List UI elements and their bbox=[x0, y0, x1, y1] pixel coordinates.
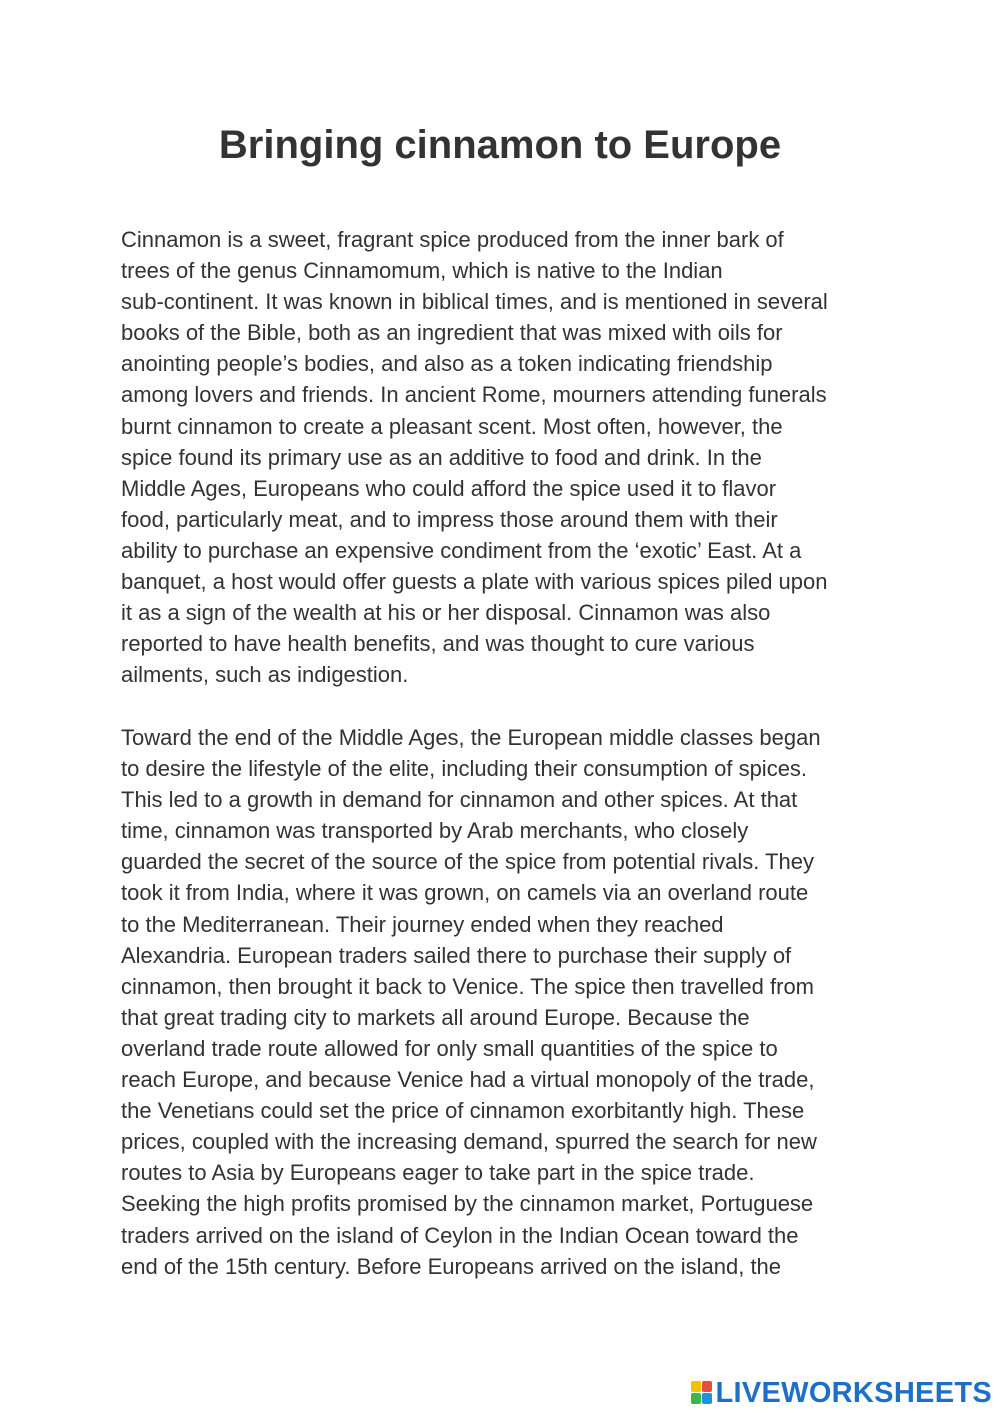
paragraph-line: trees of the genus Cinnamomum, which is native to the Indian bbox=[121, 258, 723, 284]
paragraph-line: routes to Asia by Europeans eager to take part in the spice trade. bbox=[121, 1160, 755, 1186]
paragraph-line: burnt cinnamon to create a pleasant scent. Most often, however, the bbox=[121, 413, 783, 439]
paragraph-line: Cinnamon is a sweet, fragrant spice produced from the inner bark of bbox=[121, 227, 784, 252]
paragraph-line: among lovers and friends. In ancient Rome, mourners attending funerals bbox=[121, 382, 827, 408]
paragraph-line: ability to purchase an expensive condiment from the ‘exotic’ East. At a bbox=[121, 537, 802, 563]
paragraph-line: end of the 15th century. Before Europeans arrived on the island, the bbox=[121, 1253, 782, 1279]
paragraph-line: prices, coupled with the increasing demand, spurred the search for new bbox=[121, 1129, 817, 1155]
paragraph-line: to desire the lifestyle of the elite, including their consumption of spices. bbox=[121, 756, 808, 782]
paragraph-line: Middle Ages, Europeans who could afford the spice used it to flavor bbox=[121, 475, 777, 501]
liveworksheets-logo bbox=[691, 1376, 993, 1410]
paragraph-line: ailments, such as indigestion. bbox=[121, 662, 409, 688]
paragraph-line: to the Mediterranean. Their journey ended when they reached bbox=[121, 911, 724, 937]
paragraph-line: it as a sign of the wealth at his or her disposal. Cinnamon was also bbox=[121, 600, 771, 626]
paragraph-line: overland trade route allowed for only small quantities of the spice to bbox=[121, 1035, 778, 1061]
paragraph-line: Seeking the high profits promised by the cinnamon market, Portuguese bbox=[121, 1191, 814, 1217]
paragraph bbox=[121, 224, 881, 690]
liveworksheets-logo-icon bbox=[691, 1381, 713, 1405]
paragraph-line: sub-continent. It was known in biblical times, and is mentioned in several bbox=[121, 289, 828, 315]
paragraph-line: spice found its primary use as an additive to food and drink. In the bbox=[121, 444, 762, 470]
paragraph-line: time, cinnamon was transported by Arab merchants, who closely bbox=[121, 818, 749, 844]
paragraph-line: Toward the end of the Middle Ages, the European middle classes began bbox=[121, 725, 821, 750]
paragraph-line: the Venetians could set the price of cinnamon exorbitantly high. These bbox=[121, 1098, 805, 1124]
logo-wordmark: LIVEWORKSHEETS bbox=[715, 1377, 992, 1409]
document-title: Bringing cinnamon to Europe bbox=[218, 123, 782, 167]
paragraph bbox=[121, 722, 881, 1282]
paragraph-line: traders arrived on the island of Ceylon in the Indian Ocean toward the bbox=[121, 1222, 799, 1248]
paragraph-line: anointing people’s bodies, and also as a token indicating friendship bbox=[121, 351, 773, 377]
paragraph-line: cinnamon, then brought it back to Venice. The spice then travelled from bbox=[121, 973, 814, 999]
paragraph-line: reported to have health benefits, and was thought to cure various bbox=[121, 631, 755, 657]
paragraph-line: banquet, a host would offer guests a plate with various spices piled upon bbox=[121, 569, 828, 595]
paragraph-line: guarded the secret of the source of the spice from potential rivals. They bbox=[121, 849, 814, 875]
paragraph-line: that great trading city to markets all around Europe. Because the bbox=[121, 1004, 750, 1030]
paragraph-line: This led to a growth in demand for cinnamon and other spices. At that bbox=[121, 787, 798, 813]
paragraph-line: Alexandria. European traders sailed there to purchase their supply of bbox=[121, 942, 792, 968]
paragraph-line: reach Europe, and because Venice had a virtual monopoly of the trade, bbox=[121, 1067, 815, 1093]
paragraph-line: took it from India, where it was grown, on camels via an overland route bbox=[121, 880, 809, 906]
paragraph-line: food, particularly meat, and to impress those around them with their bbox=[121, 506, 778, 532]
paragraph-line: books of the Bible, both as an ingredient that was mixed with oils for bbox=[121, 320, 783, 346]
